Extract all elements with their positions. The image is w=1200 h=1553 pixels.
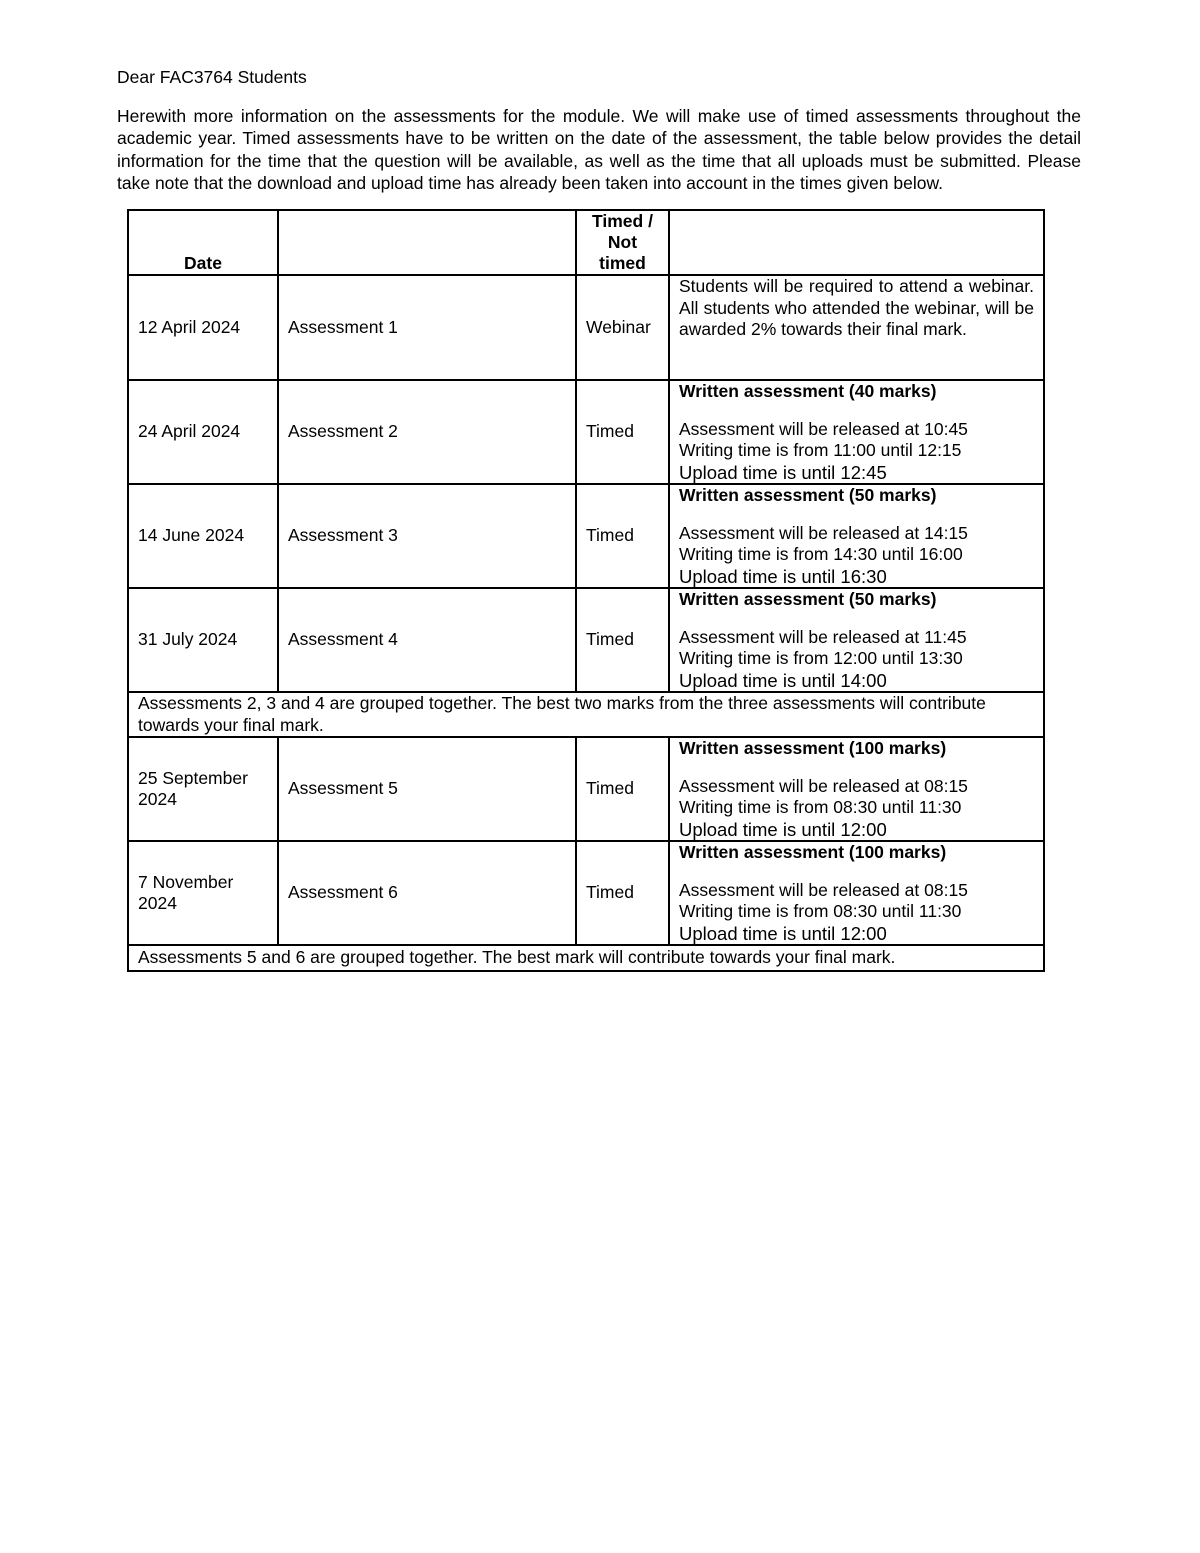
upload-time: Upload time is until 12:45 xyxy=(679,461,887,483)
details-title: Written assessment (50 marks) xyxy=(679,485,937,505)
release-time: Assessment will be released at 11:45 xyxy=(679,626,967,647)
table-row xyxy=(128,380,1044,484)
details-title: Written assessment (50 marks) xyxy=(679,589,937,609)
greeting: Dear FAC3764 Students xyxy=(117,67,307,87)
details-cell xyxy=(669,588,1044,692)
date-cell: 31 July 2024 xyxy=(128,588,278,692)
details-title: Written assessment (100 marks) xyxy=(679,738,947,758)
date-cell: 24 April 2024 xyxy=(128,380,278,484)
release-time: Assessment will be released at 08:15 xyxy=(679,879,968,900)
writing-time: Writing time is from 08:30 until 11:30 xyxy=(679,901,962,921)
type-cell: Webinar xyxy=(576,275,669,380)
writing-time: Writing time is from 14:30 until 16:00 xyxy=(679,544,963,564)
writing-time: Writing time is from 12:00 until 13:30 xyxy=(679,648,963,668)
header-assessment xyxy=(278,210,576,275)
writing-time: Writing time is from 11:00 until 12:15 xyxy=(679,440,962,460)
assessment-cell: Assessment 6 xyxy=(278,841,576,945)
table-header-row xyxy=(128,210,1044,275)
table-row xyxy=(128,275,1044,380)
assessment-schedule-table xyxy=(127,209,1045,972)
header-date: Date xyxy=(128,210,278,275)
group-note-5-6: Assessments 5 and 6 are grouped together. The best mark will contribute towards your final mark. xyxy=(128,945,1044,971)
writing-time: Writing time is from 08:30 until 11:30 xyxy=(679,797,962,817)
type-cell: Timed xyxy=(576,588,669,692)
upload-time: Upload time is until 12:00 xyxy=(679,818,887,840)
date-cell: 12 April 2024 xyxy=(128,275,278,380)
details-cell xyxy=(669,380,1044,484)
group-note-row xyxy=(128,692,1044,737)
details-cell xyxy=(669,484,1044,588)
header-type: Timed / Not timed xyxy=(576,210,669,275)
group-note-2-3-4: Assessments 2, 3 and 4 are grouped together. The best two marks from the three assessments will contribute towards your final mark. xyxy=(128,692,1044,737)
release-time: Assessment will be released at 08:15 xyxy=(679,775,968,796)
type-cell: Timed xyxy=(576,841,669,945)
type-cell: Timed xyxy=(576,737,669,841)
assessment-cell: Assessment 4 xyxy=(278,588,576,692)
table-row xyxy=(128,484,1044,588)
upload-time: Upload time is until 12:00 xyxy=(679,922,887,944)
assessment-cell: Assessment 5 xyxy=(278,737,576,841)
release-time: Assessment will be released at 10:45 xyxy=(679,418,968,439)
date-cell: 25 September 2024 xyxy=(128,737,278,841)
assessment-cell: Assessment 3 xyxy=(278,484,576,588)
release-time: Assessment will be released at 14:15 xyxy=(679,522,968,543)
type-cell: Timed xyxy=(576,484,669,588)
intro-paragraph: Herewith more information on the assessments for the module. We will make use of timed assessments throughout the academic year. Timed assessments have to be written on the date of the assessment, the table below provides the detail information for the time that the question will be available, as well as the time that all uploads must be submitted. Please take note that the download and upload time has already been taken into account in the times given below. xyxy=(117,106,1081,193)
details-cell xyxy=(669,737,1044,841)
table-row xyxy=(128,737,1044,841)
table-row xyxy=(128,588,1044,692)
header-details xyxy=(669,210,1044,275)
upload-time: Upload time is until 14:00 xyxy=(679,669,887,691)
details-cell xyxy=(669,841,1044,945)
date-cell: 14 June 2024 xyxy=(128,484,278,588)
assessment-cell: Assessment 1 xyxy=(278,275,576,380)
date-cell: 7 November 2024 xyxy=(128,841,278,945)
details-title: Written assessment (40 marks) xyxy=(679,381,937,401)
group-note-row xyxy=(128,945,1044,971)
table-row xyxy=(128,841,1044,945)
assessment-cell: Assessment 2 xyxy=(278,380,576,484)
details-cell: Students will be required to attend a webinar. All students who attended the webinar, will be awarded 2% towards their final mark. xyxy=(669,275,1044,380)
details-title: Written assessment (100 marks) xyxy=(679,842,947,862)
upload-time: Upload time is until 16:30 xyxy=(679,565,887,587)
type-cell: Timed xyxy=(576,380,669,484)
